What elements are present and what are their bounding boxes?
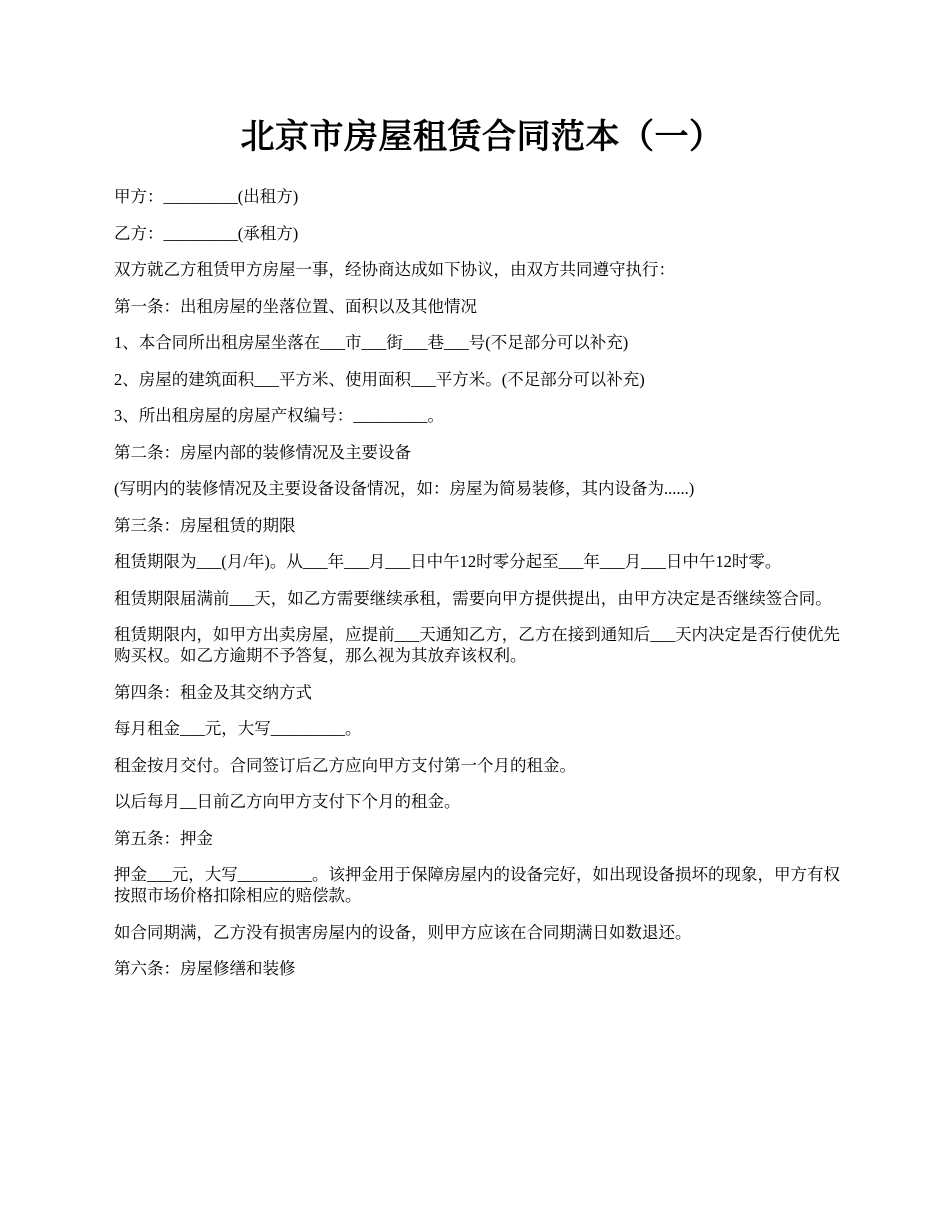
party-a-line: 甲方：_________(出租方) — [114, 187, 299, 206]
article-heading: 第五条：押金 — [114, 828, 213, 848]
party-b-line: 乙方：_________(承租方) — [114, 223, 299, 243]
clause-paragraph: 租赁期限内，如甲方出卖房屋，应提前___天通知乙方，乙方在接到通知后___天内决定是否行使优先购买权。如乙方逾期不予答复，那么视为其放弃该权利。 — [114, 625, 840, 665]
clause-paragraph: 3、所出租房屋的房屋产权编号：_________。 — [114, 406, 444, 425]
clause-paragraph: 押金___元，大写_________。该押金用于保障房屋内的设备完好，如出现设备损坏的现象，甲方有权按照市场价格扣除相应的赔偿款。 — [114, 865, 840, 905]
clause-paragraph: 以后每月__日前乙方向甲方支付下个月的租金。 — [114, 792, 461, 811]
preamble-paragraph: 双方就乙方租赁甲方房屋一事，经协商达成如下协议，由双方共同遵守执行： — [114, 260, 675, 279]
clause-paragraph: 如合同期满，乙方没有损害房屋内的设备，则甲方应该在合同期满日如数退还。 — [114, 922, 692, 942]
clause-paragraph: 租金按月交付。合同签订后乙方应向甲方支付第一个月的租金。 — [114, 755, 576, 775]
article-heading: 第三条：房屋租赁的期限 — [114, 515, 296, 535]
clause-paragraph: 租赁期限届满前___天，如乙方需要继续承租，需要向甲方提供提出，由甲方决定是否继续签合同。 — [114, 588, 832, 608]
clause-paragraph: (写明内的装修情况及主要设备设备情况，如：房屋为简易装修，其内设备为......) — [114, 479, 695, 498]
article-heading: 第六条：房屋修缮和装修 — [114, 959, 296, 978]
clause-paragraph: 1、本合同所出租房屋坐落在___市___街___巷___号(不足部分可以补充) — [114, 333, 629, 352]
clause-paragraph: 2、房屋的建筑面积___平方米、使用面积___平方米。(不足部分可以补充) — [114, 369, 645, 389]
document-body — [114, 186, 850, 979]
article-heading: 第二条：房屋内部的装修情况及主要设备 — [114, 442, 411, 462]
article-heading: 第一条：出租房屋的坐落位置、面积以及其他情况 — [114, 296, 477, 316]
clause-paragraph: 每月租金___元，大写_________。 — [114, 719, 362, 738]
clause-paragraph: 租赁期限为___(月/年)。从___年___月___日中午12时零分起至___年___月___日中午12时零。 — [114, 552, 782, 571]
document-title: 北京市房屋租赁合同范本（一） — [240, 119, 724, 156]
article-heading: 第四条：租金及其交纳方式 — [114, 682, 312, 702]
